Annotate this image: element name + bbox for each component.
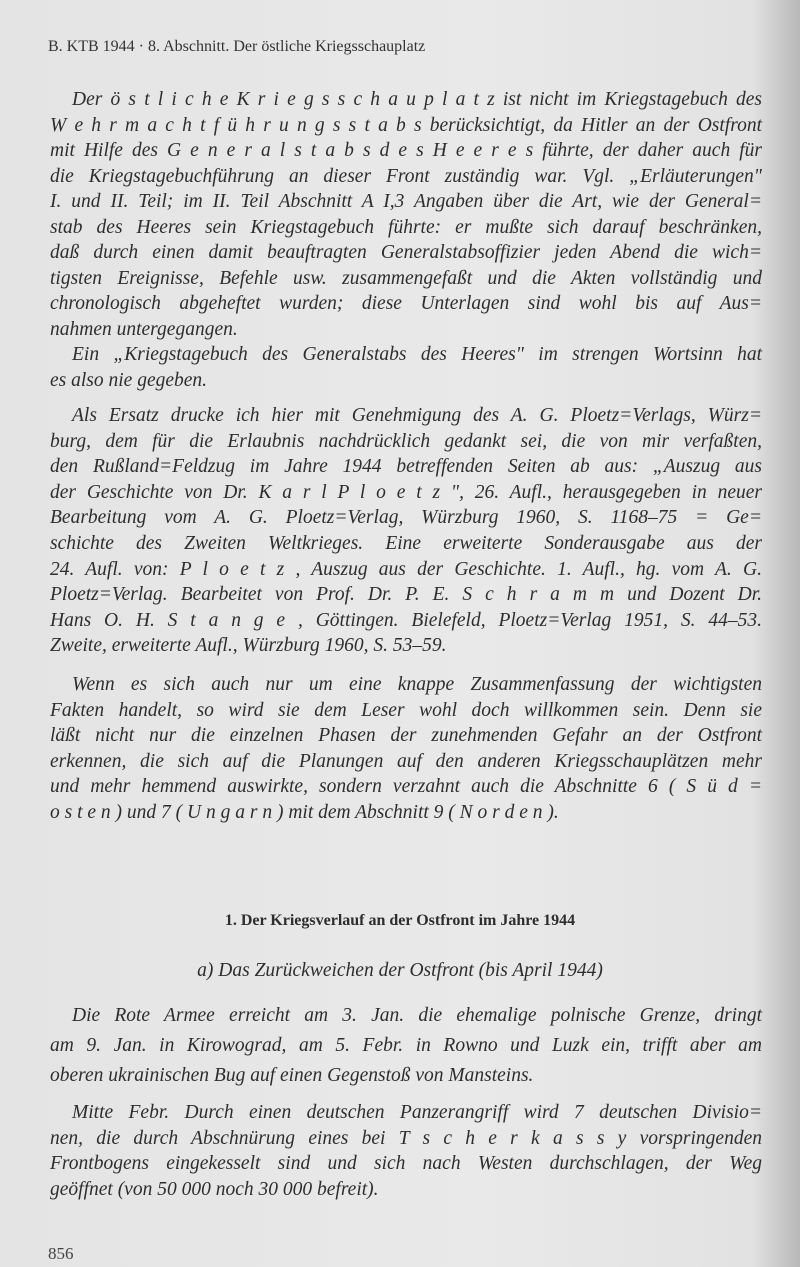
para1-line: nahmen untergegangen. (50, 318, 238, 340)
para2-line: Ein „Kriegstagebuch des Generalstabs des Heeres" im strengen Wortsinn hat (72, 344, 762, 365)
para3-line: Zweite, erweiterte Aufl., Würzburg 1960, S. 53–59. (50, 635, 447, 657)
para6-line: Frontbogens eingekesselt sind und sich nach Westen durchschlagen, der Weg (50, 1153, 762, 1175)
para5-line: am 9. Jan. in Kirowograd, am 5. Febr. in Rowno und Luzk ein, trifft aber am (50, 1035, 762, 1056)
para1-line: W e h r m a c h t f ü h r u n g s s t a b s berücksichtigt, da Hitler an der Ostfront (50, 114, 762, 136)
para1-line: die Kriegstagebuchführung an dieser Front zuständig war. Vgl. „Erläuterungen" (50, 165, 762, 187)
para3-line: Bearbeitung vom A. G. Ploetz=Verlag, Würzburg 1960, S. 1168–75 = Ge= (50, 507, 762, 529)
para3-line: der Geschichte von Dr. K a r l P l o e t z ", 26. Aufl., herausgegeben in neuer (50, 481, 762, 503)
page-number: 856 (48, 1244, 74, 1263)
para4-line: Fakten handelt, so wird sie dem Leser wohl doch willkommen sein. Denn sie (50, 699, 762, 721)
para5-line: oberen ukrainischen Bug auf einen Gegenstoß von Mansteins. (50, 1065, 534, 1086)
para3-line: den Rußland=Feldzug im Jahre 1944 betreffenden Seiten ab aus: „Auszug aus (50, 456, 762, 478)
para3-line: burg, dem für die Erlaubnis nachdrücklich gedankt sei, die von mir verfaßten, (50, 430, 762, 452)
para2-line: es also nie gegeben. (50, 369, 208, 391)
para3-line: schichte des Zweiten Weltkrieges. Eine erweiterte Sonderausgabe aus der (50, 533, 762, 554)
para4-line: und mehr hemmend auswirkte, sondern verzahnt auch die Abschnitte 6 ( S ü d = (50, 776, 762, 798)
para6-line: Mitte Febr. Durch einen deutschen Panzerangriff wird 7 deutschen Divisio= (72, 1102, 762, 1123)
para3-line: Hans O. H. S t a n g e , Göttingen. Bielefeld, Ploetz=Verlag 1951, S. 44–53. (50, 609, 762, 631)
para4-line: Wenn es sich auch nur um eine knappe Zusammenfassung der wichtigsten (72, 674, 762, 695)
para4-line: erkennen, die sich auf die Planungen auf den anderen Kriegsschauplätzen mehr (50, 750, 762, 772)
para1-line: stab des Heeres sein Kriegstagebuch führte: er mußte sich darauf beschränken, (50, 216, 762, 238)
para1-line: tigsten Ereignisse, Befehle usw. zusammengefaßt und die Akten vollständig und (50, 267, 762, 289)
para6-line: geöffnet (von 50 000 noch 30 000 befreit). (50, 1179, 379, 1201)
para1-line: daß durch einen damit beauftragten Generalstabsoffizier jeden Abend die wich= (50, 242, 762, 263)
para3-line: Ploetz=Verlag. Bearbeitet von Prof. Dr. P. E. S c h r a m m und Dozent Dr. (50, 584, 762, 606)
para1-line: mit Hilfe des G e n e r a l s t a b s d e s H e e r e s führte, der daher auch für (50, 140, 762, 161)
para3-line: 24. Aufl. von: P l o e t z , Auszug aus der Geschichte. 1. Aufl., hg. vom A. G. (50, 558, 762, 580)
para5-line: Die Rote Armee erreicht am 3. Jan. die ehemalige polnische Grenze, dringt (72, 1005, 762, 1026)
section-heading: 1. Der Kriegsverlauf an der Ostfront im Jahre 1944 (224, 912, 576, 929)
para6-line: nen, die durch Abschnürung eines bei T s c h e r k a s s y vorspringenden (50, 1127, 762, 1149)
para1-line: Der ö s t l i c h e K r i e g s s c h a u p l a t z ist nicht im Kriegstagebuch des (72, 89, 762, 110)
para1-line: chronologisch abgeheftet wurden; diese Unterlagen sind wohl bis auf Aus= (50, 293, 762, 314)
para4-line: o s t e n ) und 7 ( U n g a r n ) mit dem Abschnitt 9 ( N o r d e n ). (50, 802, 559, 823)
para4-line: läßt nicht nur die einzelnen Phasen der zunehmenden Gefahr an der Ostfront (50, 725, 762, 747)
para1-line: I. und II. Teil; im II. Teil Abschnitt A I,3 Angaben über die Art, wie der General= (50, 191, 762, 212)
subsection-heading: a) Das Zurückweichen der Ostfront (bis April 1944) (197, 960, 603, 981)
para3-line: Als Ersatz drucke ich hier mit Genehmigung des A. G. Ploetz=Verlags, Würz= (72, 405, 762, 426)
running-header: B. KTB 1944 · 8. Abschnitt. Der östliche Kriegsschauplatz (48, 38, 426, 55)
